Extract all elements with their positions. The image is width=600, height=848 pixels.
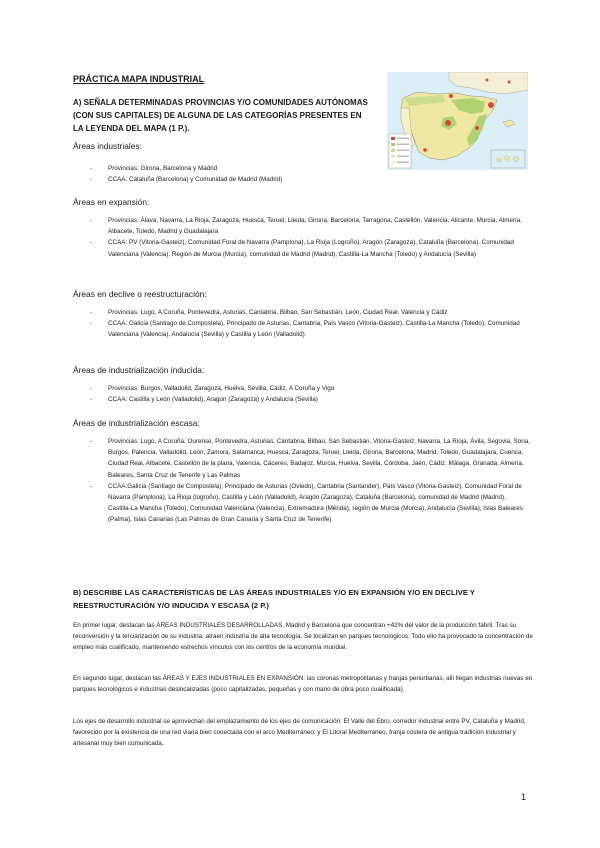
- map-france-dot-1: [486, 79, 489, 82]
- section-heading-decline: Áreas en declive o reestructuración:: [73, 289, 207, 299]
- page-title: PRÁCTICA MAPA INDUSTRIAL: [73, 74, 205, 84]
- section-heading-scarce: Áreas de industrialización escasa:: [73, 418, 200, 428]
- map-france-dot-2: [508, 81, 511, 84]
- map-madrid-dot: [445, 120, 451, 126]
- question-a: A) SEÑALA DETERMINADAS PROVINCIAS Y/O COMUNIDADES AUTÓNOMAS (CON SUS CAPITALES) DE ALGUNA DE LAS CATEGORÍAS PRESENTES EN LA LEYENDA DEL MAPA (1 P.).: [73, 98, 368, 133]
- spain-industrial-map: [387, 72, 528, 170]
- section-list-induced: [90, 383, 530, 405]
- paragraph-2: En segundo lugar, destacan las ÁREAS Y EJES INDUSTRIALES EN EXPANSIÓN: las coronas metropolitanas y franjas periurbanas, allí llegan industrias nuevas en parques tecnológicos e industrias deslocalizadas (poco capitalizadas, pequeñas y con mano de obra poco cualificada).: [73, 675, 533, 694]
- list-item: - CCAA: Castilla y León (Valladolid), Aragon (Zaragoza) y Andalucía (Sevilla): [90, 394, 530, 405]
- list-item: - Provincias: Burgos, Valladolid, Zaragoza, Huelva, Sevilla, Cádiz, A Coruña y Vigo: [90, 383, 530, 394]
- map-valencia-dot: [475, 126, 479, 130]
- list-item: - CCAA: PV (Vitoria-Gasteiz), Comunidad Foral de Navarra (Pamplona), La Rioja (Logroño), Aragón (Zaragoza), Cataluña (Barcelona), Comunidad Valenciana (Valencia), Región de Murcia (Murcia), comunidad de Madrid (Madrid), Castilla-La Mancha (Toledo) y Andalucía (Sevilla): [90, 237, 530, 259]
- section-list-expansion: [90, 215, 530, 260]
- list-item: - Provincias: Girona, Barcelona y Madrid: [90, 163, 530, 174]
- list-item: - Provincias: Álava, Navarra, La Rioja, Zaragoza, Huesca, Teruel, Lleida, Girona, Barcelona, Tarragona, Castellón, Valencia, Alicante, Murcia, Almería, Albacete, Toledo, Madrid y Guadalajara: [90, 215, 530, 237]
- paragraph-1: En primer lugar, destacan las ÁREAS INDUSTRIALES DESARROLLADAS, Madrid y Barcelona que concentran +42% del valor de la producción fabril. Tras su reconversión y la terciarización de su industria, atraen industria de alta tecnología. Se localizan en parques tecnológicos. Todo ello ha provocado la concentración de empleo más cualificado, manteniendo estrechos vínculos con los centros de la economía mundial.: [73, 622, 533, 652]
- list-item: - CCAA:Galicia (Santiago de Compostela), Principado de Asturias (Oviedo), Cantabria (Santander), País Vasco (Vitoria-Gasteiz), Comunidad Foral de Navarra (Pamplona), La Rioja (logroño), Castilla y León (Valladolid), Aragón (Zaragoza), Cataluña (Barcelona), comunidad de Madrid (Madrid), Castilla-La Mancha (Toledo), Comunidad Valenciana (Valencia), Extremadura (Mérida), región de Murcia (Murcia), Andalucía (Sevilla), Islas Baleares (Palma), Islas Canarias (Las Palmas de Gran Canaria y Santa Cruz de Tenerife): [90, 481, 530, 526]
- paragraph-3: Los ejes de desarrollo industrial se aprovechan del emplazamiento de los ejes de comunicación: El Valle del Ebro, corredor industrial entre PV, Cataluña y Madrid, favorecido por la existencia de una red viaria bien conectada con el arco Mediterráneo; y El Litoral Mediterráneo, franja costera de antigua tradición industrial y artesanal muy bien comunicada,: [73, 718, 526, 748]
- page-number: 1: [521, 792, 527, 802]
- map-bilbao-dot: [449, 94, 453, 98]
- question-b: B) DESCRIBE LAS CARACTERÍSTICAS DE LAS ÁREAS INDUSTRIALES Y/O EN EXPANSIÓN Y/O EN DECLIVE Y REESTRUCTURACIÓN Y/O INDUCIDA Y ESCASA (2 P.): [73, 588, 475, 610]
- section-heading-expansion: Áreas en expansión:: [73, 197, 150, 207]
- section-list-industrial: [90, 163, 530, 185]
- list-item: - Provincias: Lugo, A Coruña, Pontevedra, Asturias, Cantabria, Bilbao, San Sebastián, León, Ciudad Real, Valencia y Cádiz: [90, 307, 530, 318]
- map-sevilla-dot: [423, 148, 427, 152]
- section-list-decline: [90, 307, 530, 341]
- list-item: - Provincias: Lugo, A Coruña, Ourense, Pontevedra, Asturias, Cantabria, Bilbao, San Sebastián, Vitoria-Gasteiz, Navarra, La Rioja, Ávila, Segovia, Soria, Burgos, Palencia, Valladolid, León, Zamora, Salamanca, Huesca, Zaragoza, Teruel, Lleida, Girona, Barcelona, Madrid, Toledo, Guadalajara, Cuenca, Ciudad Real, Albacete, Castellón de la plana, Valencia, Cáceres, Badajoz, Murcia, Huelva, Sevilla, Córdoba, Jaén, Cádiz, Málaga, Granada, Almería, Baleares, Santa Cruz de Tenerife y Las Palmas: [90, 436, 530, 481]
- section-heading-induced: Áreas de industrialización inducida:: [73, 365, 205, 375]
- section-list-scarce: [90, 436, 530, 526]
- map-barcelona-dot: [488, 102, 494, 108]
- list-item: - CCAA: Galicia (Santiago de Compostela), Principado de Asturias, Cantabria, País Vasco (Vitoria-Gasteiz), Castilla-La Mancha (Toledo), Comunidad Valenciana (Valencia), Andalucía (Sevilla) y Castilla y León (Valladolid): [90, 318, 530, 340]
- section-heading-industrial: Áreas industriales:: [73, 141, 142, 151]
- list-item: - CCAA: Cataluña (Barcelona) y Comunidad de Madrid (Madrid): [90, 174, 530, 185]
